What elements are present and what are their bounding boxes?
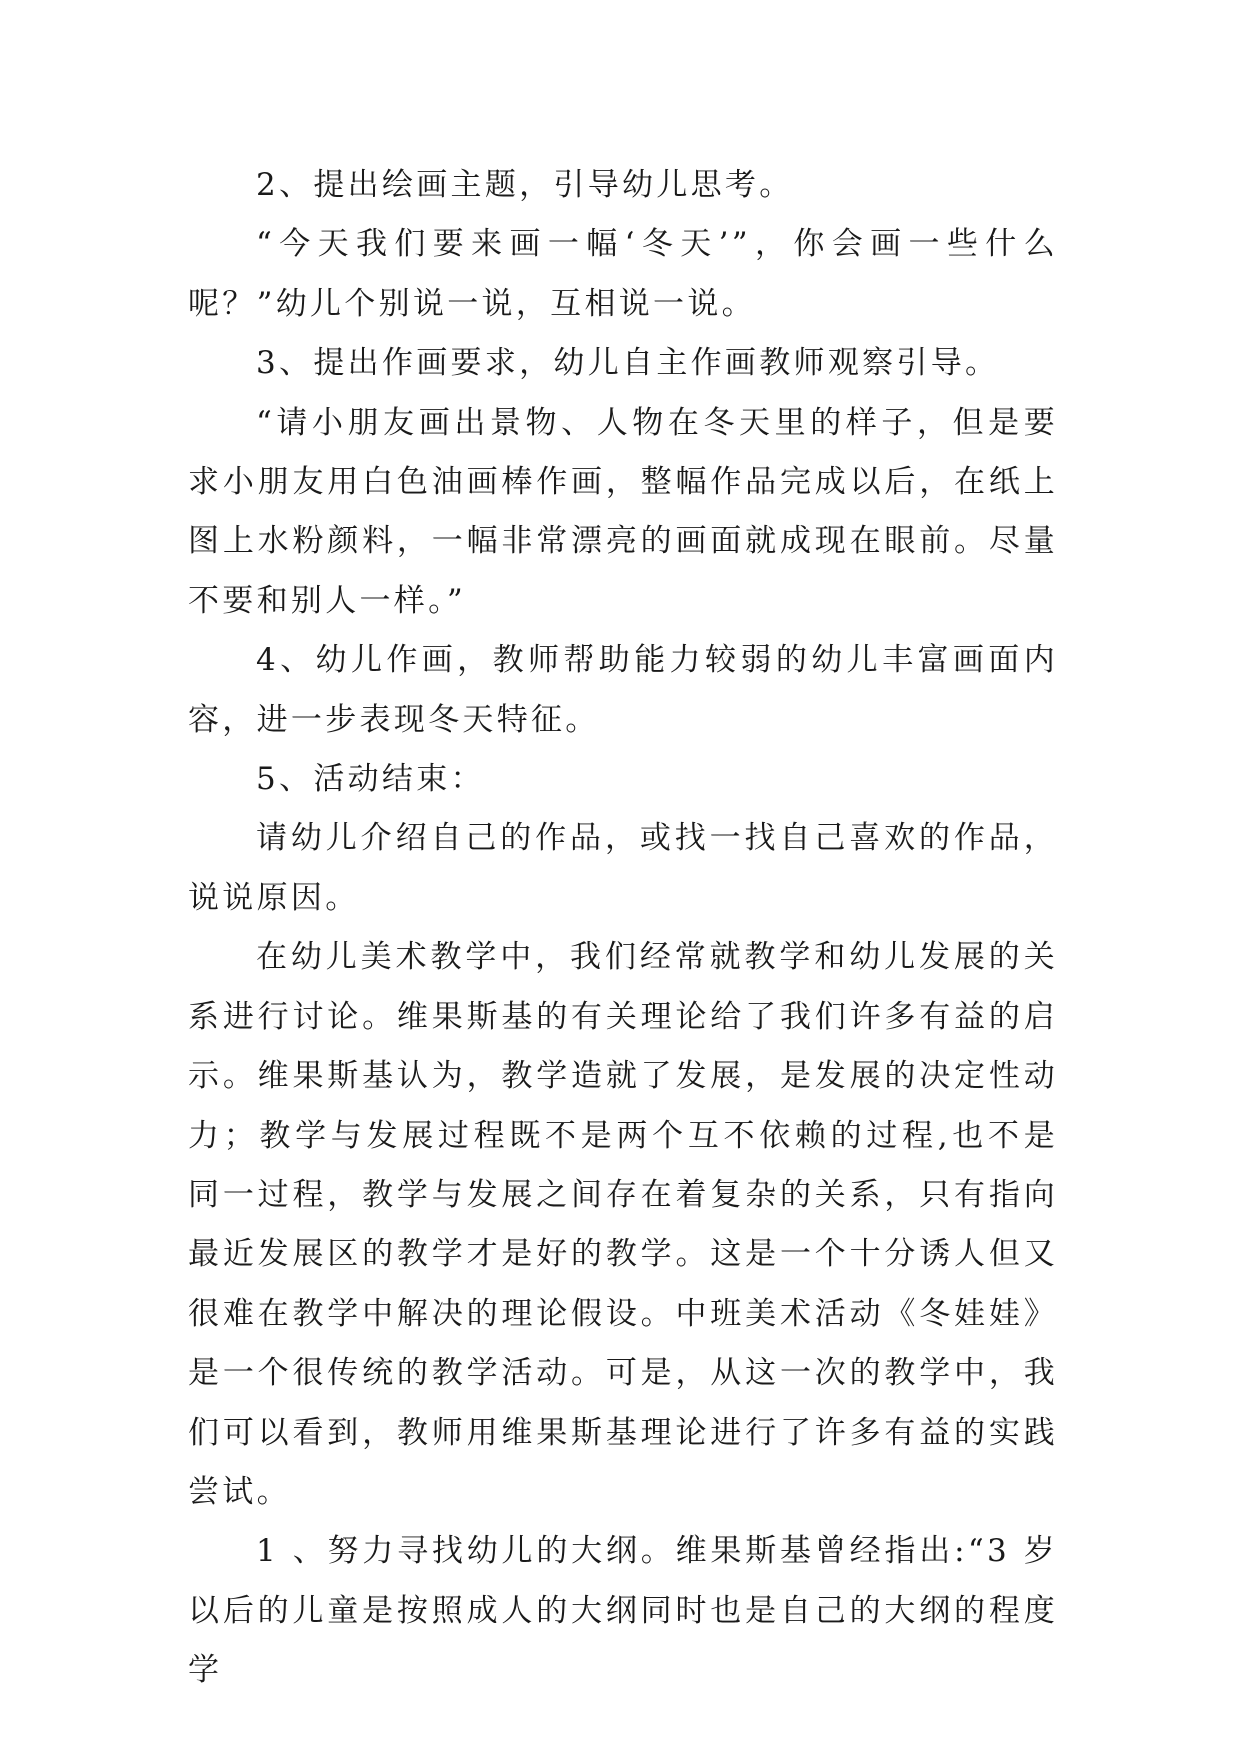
step-5-paragraph: 5、活动结束： <box>256 761 485 798</box>
reflection-paragraph: 在幼儿美术教学中，我们经常就教学和幼儿发展的关系进行讨论。维果斯基的有关理论给了我们许多有益的启示。维果斯基认为，教学造就了发展，是发展的决定性动力；教学与发展过程既不是两个互不依赖的过程,也不是同一过程，教学与发展之间存在着复杂的关系，只有指向最近发展区的教学才是好的教学。这是一个十分诱人但又很难在教学中解决的理论假设。中班美术活动《冬娃娃》是一个很传统的教学活动。可是，从这一次的教学中，我们可以看到，教师用维果斯基理论进行了许多有益的实践尝试。 <box>188 939 1058 1510</box>
step-4-paragraph: 4、幼儿作画，教师帮助能力较弱的幼儿丰富画面内容，进一步表现冬天特征。 <box>188 642 1058 738</box>
introduce-work-paragraph: 请幼儿介绍自己的作品，或找一找自己喜欢的作品，说说原因。 <box>188 820 1058 916</box>
teacher-question-paragraph: “今天我们要来画一幅‘冬天’”，你会画一些什么呢？”幼儿个别说一说，互相说一说。 <box>188 226 1058 322</box>
step-3-paragraph: 3、提出作画要求，幼儿自主作画教师观察引导。 <box>256 345 1000 382</box>
point-1-paragraph: 1 、努力寻找幼儿的大纲。维果斯基曾经指出:“3 岁以后的儿童是按照成人的大纲同时也是自己的大纲的程度学 <box>188 1533 1058 1689</box>
drawing-requirement-paragraph: “请小朋友画出景物、人物在冬天里的样子，但是要求小朋友用白色油画棒作画，整幅作品完成以后，在纸上图上水粉颜料，一幅非常漂亮的画面就成现在眼前。尽量不要和别人一样。” <box>188 404 1058 619</box>
step-2-paragraph: 2、提出绘画主题，引导幼儿思考。 <box>256 167 794 203</box>
document-body <box>188 156 1058 1701</box>
